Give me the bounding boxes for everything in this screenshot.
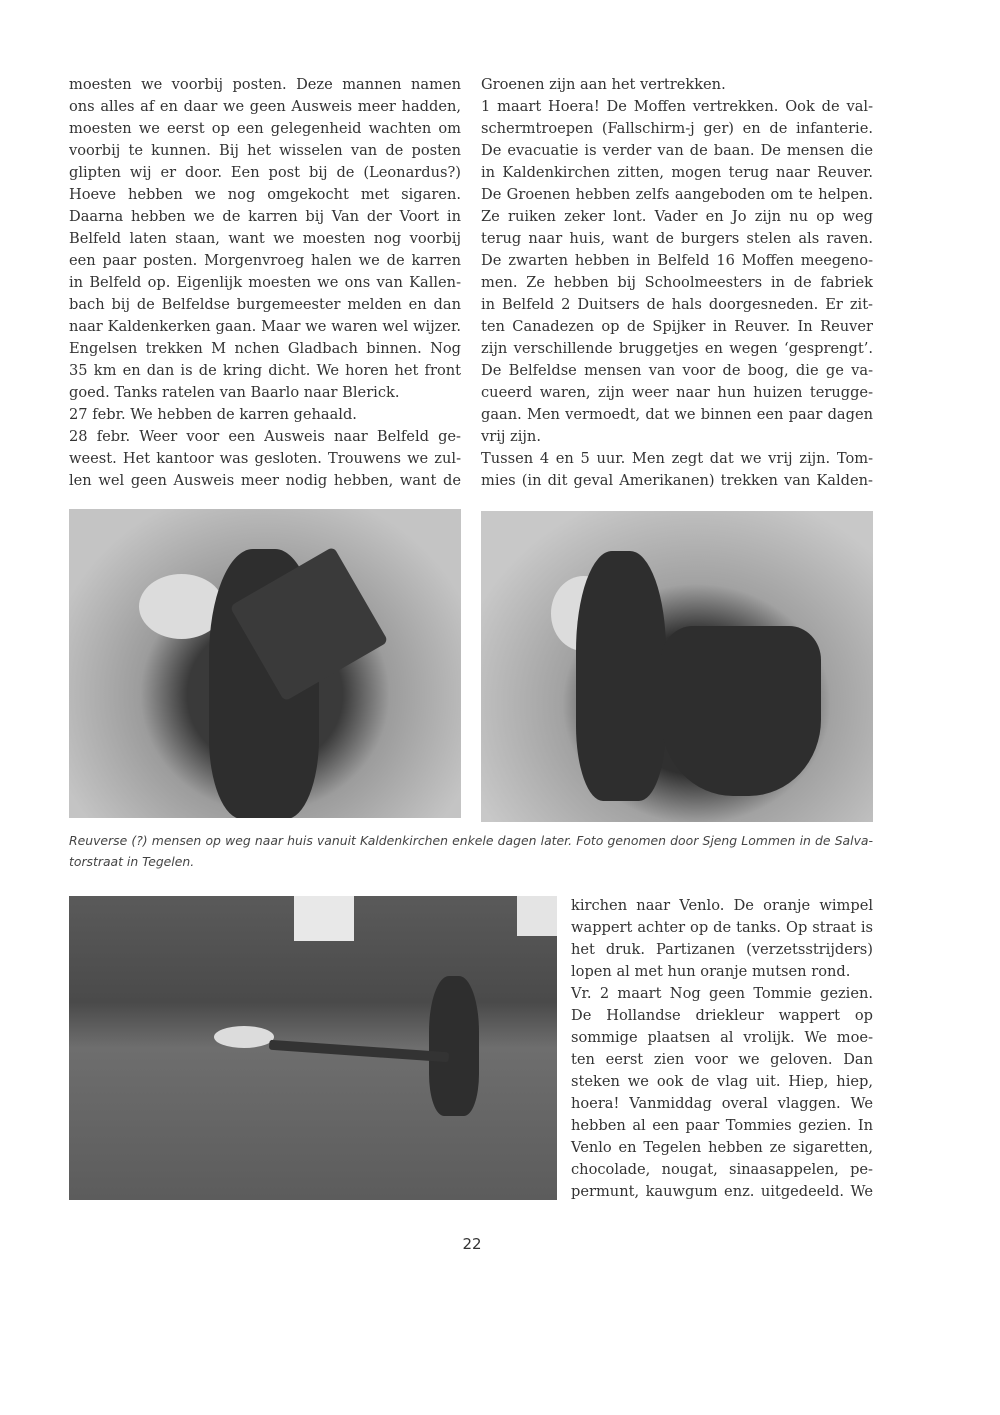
text-line: zijn verschillende bruggetjes en wegen ‘gesprengt’. — [481, 340, 873, 357]
text-line: Vr. 2 maart Nog geen Tommie gezien. — [571, 985, 873, 1002]
text-line: De evacuatie is verder van de baan. De mensen die — [481, 142, 873, 159]
sky-shape — [294, 896, 354, 941]
text-line: voorbij te kunnen. Bij het wisselen van de posten — [69, 142, 461, 159]
text-line: vrij zijn. — [481, 428, 541, 445]
page-number: 22 — [462, 1235, 482, 1253]
text-line: chocolade, nougat, sinaasappelen, pe- — [571, 1161, 873, 1178]
person-shape — [576, 551, 666, 801]
text-line: hoera! Vanmiddag overal vlaggen. We — [571, 1095, 873, 1112]
text-line: in Kaldenkirchen zitten, mogen terug naar Reuver. — [481, 164, 873, 181]
text-line: moesten we voorbij posten. Deze mannen namen — [69, 76, 461, 93]
text-line: Hoeve hebben we nog omgekocht met sigaren. — [69, 186, 461, 203]
text-column-bottom — [571, 895, 873, 1203]
text-line: 35 km en dan is de kring dicht. We horen het front — [69, 362, 461, 379]
photo-street-handcarts — [69, 896, 557, 1200]
text-line: hebben al een paar Tommies gezien. In — [571, 1117, 873, 1134]
text-line: cueerd waren, zijn weer naar hun huizen terugge- — [481, 384, 873, 401]
text-line: De zwarten hebben in Belfeld 16 Moffen meegeno- — [481, 252, 873, 269]
text-line: Ze ruiken zeker lont. Vader en Jo zijn nu op weg — [481, 208, 873, 225]
text-line: ten eerst zien voor we geloven. Dan — [571, 1051, 873, 1068]
text-line: in Belfeld 2 Duitsers de hals doorgesneden. Er zit- — [481, 296, 873, 313]
text-line: goed. Tanks ratelen van Baarlo naar Blerick. — [69, 384, 400, 401]
text-line: steken we ook de vlag uit. Hiep, hiep, — [571, 1073, 873, 1090]
text-line: weest. Het kantoor was gesloten. Trouwens we zul- — [69, 450, 461, 467]
sky-shape — [517, 896, 557, 936]
text-line: wappert achter op de tanks. Op straat is — [571, 919, 873, 936]
text-line: Daarna hebben we de karren bij Van der Voort in — [69, 208, 461, 225]
text-line: De Hollandse driekleur wappert op — [571, 1007, 873, 1024]
text-line: naar Kaldenkerken gaan. Maar we waren wel wijzer. — [69, 318, 461, 335]
photo-woman-with-pram — [481, 511, 873, 822]
text-line: ten Canadezen op de Spijker in Reuver. In Reuver — [481, 318, 873, 335]
text-line: het druk. Partizanen (verzetsstrijders) — [571, 941, 873, 958]
text-line: moesten we eerst op een gelegenheid wachten om — [69, 120, 461, 137]
text-line: sommige plaatsen al vrolijk. We moe- — [571, 1029, 873, 1046]
text-line: men. Ze hebben bij Schoolmeesters in de fabriek — [481, 274, 873, 291]
text-line: permunt, kauwgum enz. uitgedeeld. We — [571, 1183, 873, 1200]
text-line: Venlo en Tegelen hebben ze sigaretten, — [571, 1139, 873, 1156]
text-line: schermtroepen (Fallschirm-j ger) en de infanterie. — [481, 120, 873, 137]
person-shape — [429, 976, 479, 1116]
text-line: terug naar huis, want de burgers stelen als raven. — [481, 230, 873, 247]
text-line: De Groenen hebben zelfs aangeboden om te helpen. — [481, 186, 873, 203]
text-line: 1 maart Hoera! De Moffen vertrekken. Ook de val- — [481, 98, 873, 115]
text-line: De Belfeldse mensen van voor de boog, die ge va- — [481, 362, 873, 379]
text-line: len wel geen Ausweis meer nodig hebben, want de — [69, 472, 461, 489]
text-line: een paar posten. Morgenvroeg halen we de karren — [69, 252, 461, 269]
text-line: Engelsen trekken M nchen Gladbach binnen. Nog — [69, 340, 461, 357]
text-line: mies (in dit geval Amerikanen) trekken van Kalden- — [481, 472, 873, 489]
cart-load-shape — [214, 1026, 274, 1048]
text-line: kirchen naar Venlo. De oranje wimpel — [571, 897, 873, 914]
photo-man-with-cart — [69, 509, 461, 818]
text-line: Tussen 4 en 5 uur. Men zegt dat we vrij zijn. Tom- — [481, 450, 873, 467]
text-line: in Belfeld op. Eigenlijk moesten we ons van Kallen- — [69, 274, 461, 291]
text-line: 27 febr. We hebben de karren gehaald. — [69, 406, 357, 423]
photo-caption: Reuverse (?) mensen op weg naar huis vanuit Kaldenkirchen enkele dagen later. Foto genomen door Sjeng Lommen in de Salva-torstraat in Tegelen. — [69, 833, 873, 869]
cart-pole-shape — [269, 1040, 449, 1063]
text-line: glipten wij er door. Een post bij de (Leonardus?) — [69, 164, 461, 181]
text-line: Groenen zijn aan het vertrekken. — [481, 76, 726, 93]
pram-shape — [661, 626, 821, 796]
text-line: gaan. Men vermoedt, dat we binnen een paar dagen — [481, 406, 873, 423]
text-line: 28 febr. Weer voor een Ausweis naar Belfeld ge- — [69, 428, 461, 445]
text-line: Belfeld laten staan, want we moesten nog voorbij — [69, 230, 461, 247]
text-line: lopen al met hun oranje mutsen rond. — [571, 963, 851, 980]
text-line: ons alles af en daar we geen Ausweis meer hadden, — [69, 98, 461, 115]
text-column-left — [69, 74, 461, 492]
text-line: bach bij de Belfeldse burgemeester melden en dan — [69, 296, 461, 313]
text-column-right — [481, 74, 873, 492]
